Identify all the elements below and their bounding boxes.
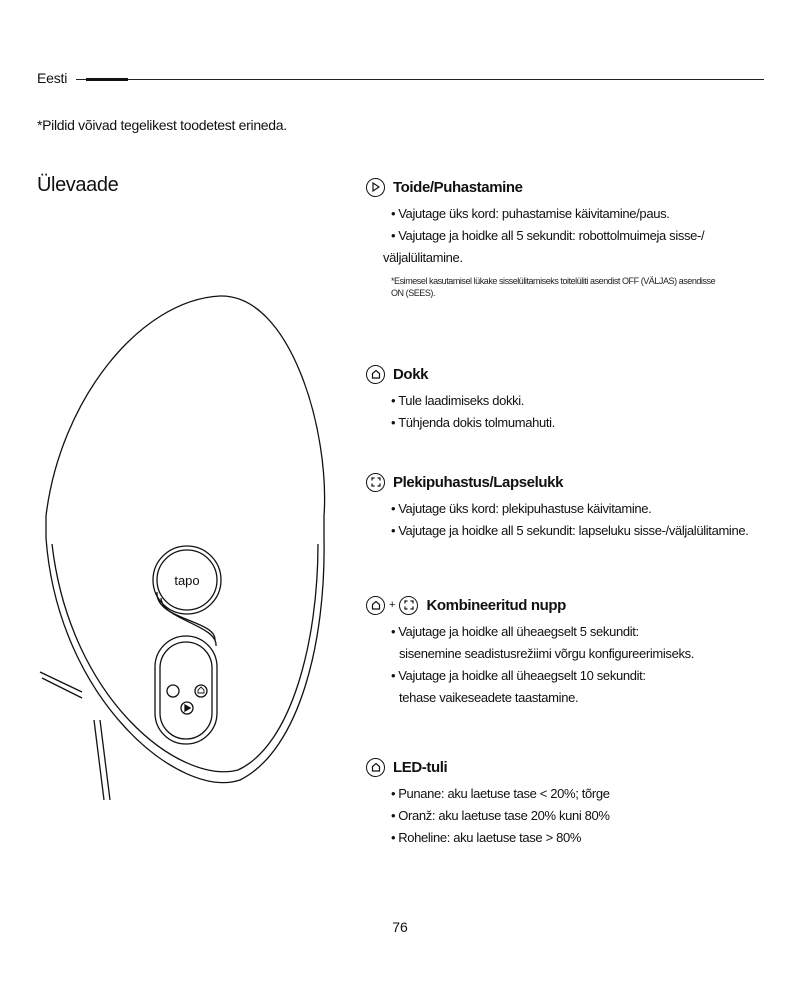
list-item: • Tühjenda dokis tolmumahuti. [391,415,555,430]
robot-vacuum-illustration [30,280,350,800]
plus-sign: + [389,599,396,611]
section-title: Dokk [393,365,429,383]
spot-clean-button-icon [167,685,179,697]
list-item: tehase vaikeseadete taastamine. [399,690,579,705]
section-title: Kombineeritud nupp [426,596,566,614]
header-rule-accent [86,78,128,81]
page-number: 76 [392,919,408,935]
tapo-logo: tapo [174,573,200,588]
list-item: • Vajutage ja hoidke all 5 sekundit: robottolmuimeja sisse-/ [391,228,705,243]
section-title: LED-tuli [393,758,448,776]
list-item: • Vajutage ja hoidke all 5 sekundit: lapseluku sisse-/väljalülitamine. [391,523,749,538]
list-item: • Vajutage üks kord: puhastamise käivitamine/paus. [391,206,670,221]
list-item: • Punane: aku laetuse tase < 20%; tõrge [391,786,610,801]
disclaimer-text: *Pildid võivad tegelikest toodetest erineda. [37,117,287,133]
section-title: Toide/Puhastamine [393,178,523,196]
power-play-icon [366,178,385,197]
section-combined-button [366,593,786,709]
spot-clean-icon [366,473,385,492]
section-led [366,755,786,849]
list-item: • Vajutage ja hoidke all üheaegselt 10 sekundit: [391,668,646,683]
control-panel [153,546,221,744]
list-item: • Roheline: aku laetuse tase > 80% [391,830,582,845]
section-dock [366,362,786,434]
home-icon [366,596,385,615]
section-title: Plekipuhastus/Lapselukk [393,473,564,491]
first-use-note: *Esimesel kasutamisel lükake sisselülitamiseks toitelüliti asendist OFF (VÄLJAS) asendisse ON (SEES). [391,276,716,298]
list-item: • Tule laadimiseks dokki. [391,393,525,408]
home-icon [366,365,385,384]
list-item: • Vajutage üks kord: plekipuhastuse käivitamine. [391,501,652,516]
side-brush [40,672,82,698]
overview-title: Ülevaade [37,174,119,196]
language-label: Eesti [37,70,68,86]
section-power [366,175,786,299]
list-item: sisenemine seadistusrežiimi võrgu konfigureerimiseks. [399,646,695,661]
home-icon [366,758,385,777]
header-rule [76,79,764,80]
list-item: väljalülitamine. [383,250,463,265]
list-item: • Oranž: aku laetuse tase 20% kuni 80% [391,808,610,823]
spot-clean-icon [399,596,418,615]
list-item: • Vajutage ja hoidke all üheaegselt 5 sekundit: [391,624,639,639]
section-spot-clean [366,470,786,542]
